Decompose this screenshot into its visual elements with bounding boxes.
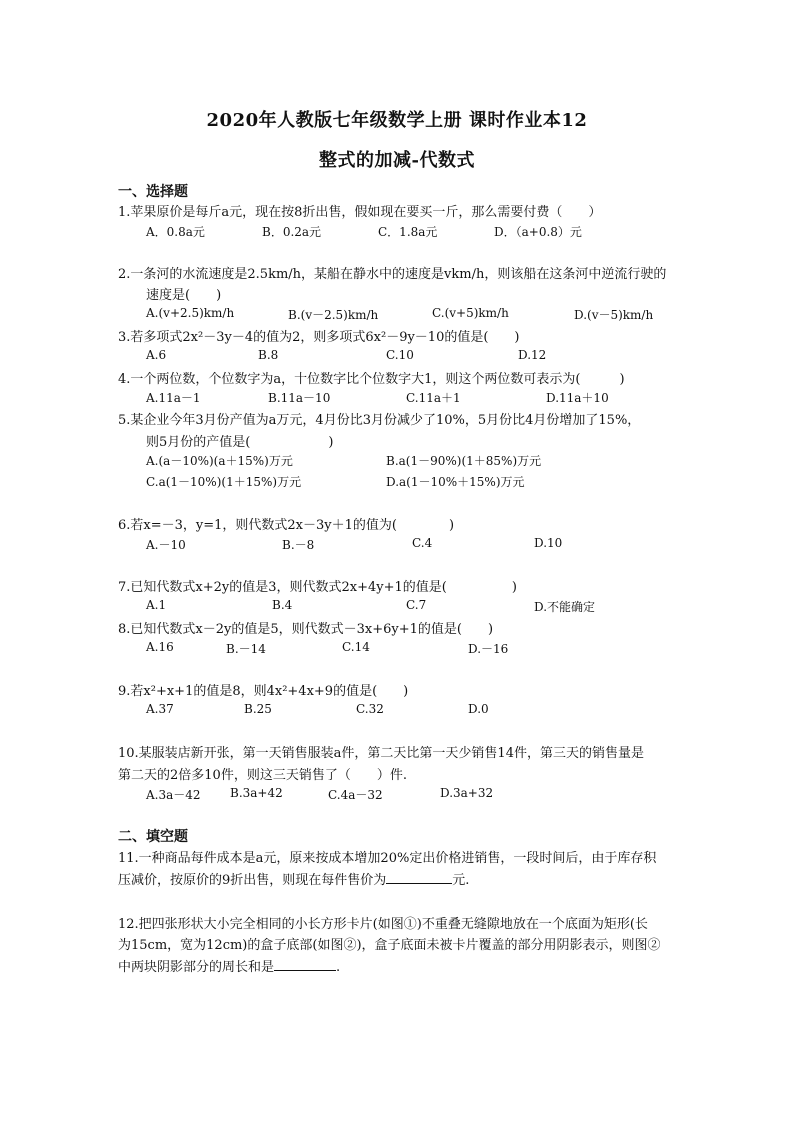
question-2-stem: 2.一条河的水流速度是2.5km/h，某船在静水中的速度是vkm/h，则该船在这条河中逆流行驶的 — [118, 267, 667, 282]
question-12-answer-blank[interactable] — [274, 958, 336, 971]
question-12-text-before-blank: 中两块阴影部分的周长和是 — [118, 960, 275, 975]
question-9-option-d: D.0 — [468, 702, 489, 716]
question-7-option-c: C.7 — [406, 598, 427, 612]
question-5-option-a: A.(a－10%)(a＋15%)万元 — [146, 454, 293, 468]
question-5-option-b: B.a(1－90%)(1＋85%)万元 — [386, 454, 542, 468]
question-8-stem: 8.已知代数式x－2y的值是5，则代数式－3x+6y+1的值是( ) — [118, 622, 494, 637]
question-6-option-d: D.10 — [534, 536, 563, 550]
question-1-option-b: B．0.2a元 — [262, 225, 322, 239]
section-heading-fill: 二、填空题 — [118, 829, 188, 845]
question-12-stem-cont: 为15cm，宽为12cm)的盒子底部(如图②)，盒子底面未被卡片覆盖的部分用阴影表示，则图② — [118, 938, 661, 953]
question-8-option-c: C.14 — [342, 640, 370, 654]
question-9-stem: 9.若x²+x+1的值是8，则4x²+4x+9的值是( ) — [118, 684, 409, 699]
question-1-option-a: A．0.8a元 — [146, 225, 205, 239]
question-9-option-b: B.25 — [244, 702, 272, 716]
question-8-option-a: A.16 — [146, 640, 174, 654]
question-2-option-b: B.(v－2.5)km/h — [288, 308, 379, 322]
question-11-text-after-blank: 元. — [452, 873, 470, 888]
question-10-stem-cont: 第二天的2倍多10件，则这三天销售了（ ）件. — [118, 768, 407, 783]
question-3-option-c: C.10 — [386, 348, 414, 362]
question-10-option-c: C.4a－32 — [328, 788, 383, 802]
question-6-option-a: A.－10 — [146, 538, 186, 552]
question-8-option-d: D.－16 — [468, 642, 509, 656]
question-2-option-c: C.(v+5)km/h — [432, 306, 509, 320]
question-10-option-b: B.3a+42 — [230, 786, 283, 800]
section-heading-choice: 一、选择题 — [118, 184, 188, 200]
question-6-stem: 6.若x=－3，y=1，则代数式2x－3y＋1的值为( ) — [118, 518, 455, 533]
question-12-text-after-blank: . — [336, 960, 341, 975]
question-7-option-d: D.不能确定 — [534, 600, 596, 614]
question-7-stem: 7.已知代数式x+2y的值是3，则代数式2x+4y+1的值是( ) — [118, 580, 517, 595]
question-4-option-c: C.11a＋1 — [406, 391, 461, 405]
question-1-option-d: D．（a+0.8）元 — [494, 225, 582, 239]
question-10-option-a: A.3a－42 — [146, 788, 201, 802]
question-5-option-d: D.a(1－10%＋15%)万元 — [386, 475, 525, 489]
question-12-stem-cont-2 — [118, 956, 340, 975]
question-11-text-before-blank: 压减价，按原价的9折出售，则现在每件售价为 — [118, 873, 387, 888]
question-8-option-b: B.－14 — [226, 642, 266, 656]
question-5-stem-cont: 则5月份的产值是( ) — [146, 435, 334, 450]
question-4-stem: 4.一个两位数，个位数字为a，十位数字比个位数字大1，则这个两位数可表示为( ) — [118, 372, 625, 387]
question-2-option-d: D.(v－5)km/h — [574, 308, 654, 322]
question-11-answer-blank[interactable] — [386, 871, 452, 884]
question-1-stem: 1.苹果原价是每斤a元，现在按8折出售，假如现在要买一斤，那么需要付费（ ） — [118, 205, 602, 220]
question-3-option-b: B.8 — [258, 348, 279, 362]
page-subtitle: 整式的加减-代数式 — [319, 150, 475, 171]
question-7-option-a: A.1 — [146, 598, 167, 612]
question-9-option-c: C.32 — [356, 702, 384, 716]
question-11-stem: 11.一种商品每件成本是a元，原来按成本增加20%定出价格进销售，一段时间后，由于库存积 — [118, 851, 657, 866]
question-6-option-c: C.4 — [412, 536, 433, 550]
question-3-option-a: A.6 — [146, 348, 167, 362]
question-11-stem-cont — [118, 869, 469, 888]
question-7-option-b: B.4 — [272, 598, 293, 612]
question-10-stem: 10.某服装店新开张，第一天销售服装a件，第二天比第一天少销售14件，第三天的销售量是 — [118, 746, 644, 761]
question-5-option-c: C.a(1－10%)(1＋15%)万元 — [146, 475, 302, 489]
question-10-option-d: D.3a+32 — [440, 786, 494, 800]
question-4-option-a: A.11a－1 — [146, 391, 201, 405]
question-1-option-c: C．1.8a元 — [378, 225, 438, 239]
page-title: 2020年人教版七年级数学上册 课时作业本12 — [206, 110, 588, 131]
question-12-stem: 12.把四张形状大小完全相同的小长方形卡片(如图①)不重叠无缝隙地放在一个底面为矩形(长 — [118, 917, 648, 932]
question-2-stem-cont: 速度是( ) — [146, 288, 222, 303]
question-5-stem: 5.某企业今年3月份产值为a万元，4月份比3月份减少了10%，5月份比4月份增加了15%， — [118, 413, 641, 428]
question-3-stem: 3.若多项式2x²－3y－4的值为2，则多项式6x²－9y－10的值是( ) — [118, 330, 520, 345]
question-4-option-b: B.11a－10 — [268, 391, 331, 405]
question-6-option-b: B.－8 — [282, 538, 315, 552]
question-2-option-a: A.(v+2.5)km/h — [146, 306, 235, 320]
question-3-option-d: D.12 — [518, 348, 547, 362]
question-4-option-d: D.11a＋10 — [546, 391, 609, 405]
question-9-option-a: A.37 — [146, 702, 174, 716]
